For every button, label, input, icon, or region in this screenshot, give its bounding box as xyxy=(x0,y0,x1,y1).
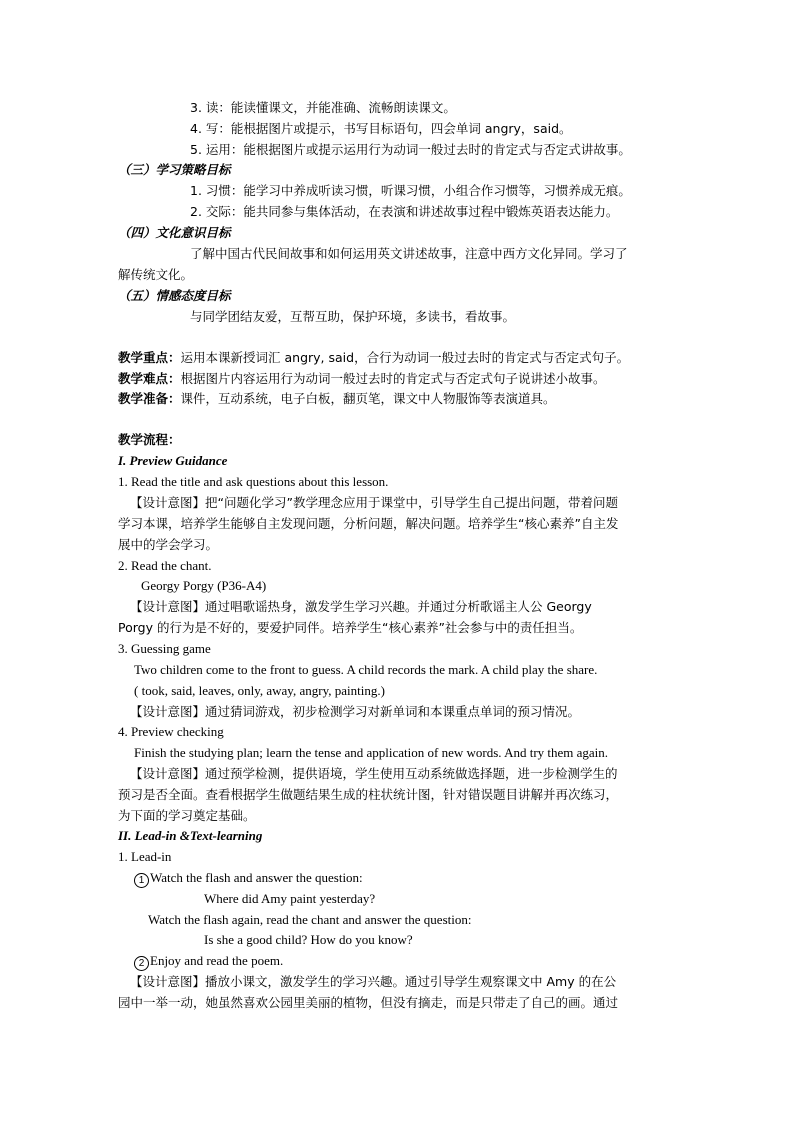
circled-number-2: 2 xyxy=(134,956,149,971)
s1-item-2-design-2: Porgy 的行为是不好的，要爱护同伴。培养学生“核心素养”社会参与中的责任担当。 xyxy=(118,620,583,635)
circled-number-1: 1 xyxy=(134,873,149,888)
strategy-item-1: 1. 习惯：能学习中养成听读习惯，听课习惯，小组合作习惯等，习惯养成无痕。 xyxy=(190,183,631,198)
s1-item-4-design-2: 预习是否全面。查看根据学生做题结果生成的柱状统计图，针对错误题目讲解并再次练习， xyxy=(118,787,619,802)
s1-item-3-design: 【设计意图】通过猜词游戏，初步检测学习对新单词和本课重点单词的预习情况。 xyxy=(130,704,581,719)
s1-item-4-sub: Finish the studying plan; learn the tense and application of new words. And try them again. xyxy=(134,745,609,760)
s1-item-3-sub-1: Two children come to the front to guess. A child records the mark. A child play the share. xyxy=(134,662,598,677)
strategy-item-2: 2. 交际：能共同参与集体活动，在表演和讲述故事过程中锻炼英语表达能力。 xyxy=(190,204,619,219)
section-1-heading: I. Preview Guidance xyxy=(118,453,228,468)
goal-item-3: 3. 读：能读懂课文，并能准确、流畅朗读课文。 xyxy=(190,100,456,115)
goal-item-5: 5. 运用：能根据图片或提示运用行为动词一般过去时的肯定式与否定式讲故事。 xyxy=(190,142,631,157)
teaching-preparation xyxy=(118,390,556,407)
teaching-difficulty xyxy=(118,370,606,387)
s1-item-2-design-1: 【设计意图】通过唱歌谣热身，激发学生学习兴趣。并通过分析歌谣主人公 Georgy xyxy=(130,599,592,614)
s1-item-1: 1. Read the title and ask questions about this lesson. xyxy=(118,474,389,489)
teaching-preparation-label: 教学准备： xyxy=(118,391,181,406)
s1-item-2: 2. Read the chant. xyxy=(118,558,212,573)
teaching-focus-text: 运用本课新授词汇 angry, said，合行为动词一般过去时的肯定式与否定式句子。 xyxy=(180,350,630,365)
s2-step-2-text: Enjoy and read the poem. xyxy=(150,953,284,968)
goal-item-4: 4. 写：能根据图片或提示，书写目标语句，四会单词 angry，said。 xyxy=(190,121,572,136)
s2-step-2 xyxy=(134,952,283,971)
s2-design-2: 园中一举一动，她虽然喜欢公园里美丽的植物，但没有摘走，而是只带走了自己的画。通过 xyxy=(118,995,619,1010)
s1-item-1-design-1: 【设计意图】把“问题化学习”教学理念应用于课堂中，引导学生自己提出问题，带着问题 xyxy=(130,495,618,510)
s1-item-1-design-2: 学习本课，培养学生能够自主发现问题，分析问题，解决问题。培养学生“核心素养”自主发 xyxy=(118,516,619,531)
s2-question-1: Where did Amy paint yesterday? xyxy=(204,891,376,906)
teaching-focus xyxy=(118,349,629,366)
s1-item-3: 3. Guessing game xyxy=(118,641,211,656)
s1-item-4: 4. Preview checking xyxy=(118,724,224,739)
s1-item-3-sub-2: ( took, said, leaves, only, away, angry, painting.) xyxy=(134,683,385,698)
s1-item-1-design-3: 展中的学会学习。 xyxy=(118,537,219,552)
emotion-heading: （五）情感态度目标 xyxy=(118,288,231,303)
s1-item-4-design-1: 【设计意图】通过预学检测，提供语境，学生使用互动系统做选择题，进一步检测学生的 xyxy=(130,766,618,781)
s2-step-1-text: Watch the flash and answer the question: xyxy=(150,870,363,885)
strategy-heading: （三）学习策略目标 xyxy=(118,162,231,177)
teaching-preparation-text: 课件，互动系统，电子白板，翻页笔，课文中人物服饰等表演道具。 xyxy=(180,391,556,406)
teaching-focus-label: 教学重点： xyxy=(118,350,181,365)
s2-design-1: 【设计意图】播放小课文，激发学生的学习兴趣。通过引导学生观察课文中 Amy 的在公 xyxy=(130,974,617,989)
s1-item-2-sub: Georgy Porgy (P36-A4) xyxy=(141,578,267,593)
emotion-line-1: 与同学团结友爱，互帮互助，保护环境，多读书，看故事。 xyxy=(190,309,516,324)
culture-line-2: 解传统文化。 xyxy=(118,267,194,282)
s2-item-1: 1. Lead-in xyxy=(118,849,172,864)
s2-step-1 xyxy=(134,869,363,888)
s2-question-2: Is she a good child? How do you know? xyxy=(204,932,413,947)
s2-step-1b: Watch the flash again, read the chant and answer the question: xyxy=(148,912,472,927)
teaching-difficulty-text: 根据图片内容运用行为动词一般过去时的肯定式与否定式句子说讲述小故事。 xyxy=(180,371,606,386)
s1-item-4-design-3: 为下面的学习奠定基础。 xyxy=(118,808,256,823)
process-heading: 教学流程： xyxy=(118,432,181,447)
section-2-heading: II. Lead-in &Text-learning xyxy=(118,828,263,843)
teaching-difficulty-label: 教学难点： xyxy=(118,371,181,386)
culture-heading: （四）文化意识目标 xyxy=(118,225,231,240)
culture-line-1: 了解中国古代民间故事和如何运用英文讲述故事，注意中西方文化异同。学习了 xyxy=(190,246,628,261)
